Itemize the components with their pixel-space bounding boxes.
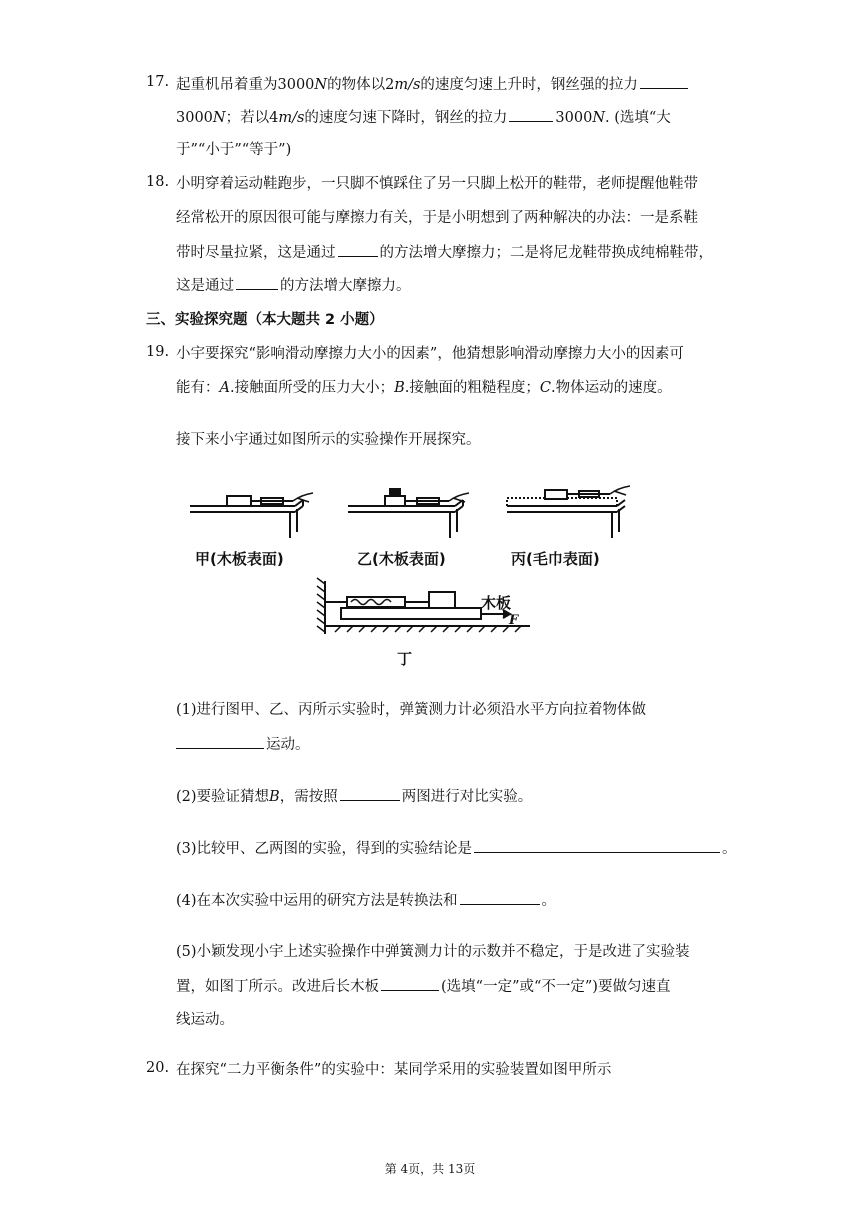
answer-blank[interactable] bbox=[236, 275, 278, 290]
q17-value: 2 bbox=[385, 77, 395, 93]
q19-text: .接触面的粗糙程度； bbox=[404, 380, 540, 396]
q17-unit: m/s bbox=[278, 110, 305, 126]
q19-text: (选填“一定”或“不一定”)要做匀速直 bbox=[441, 979, 671, 995]
answer-blank[interactable] bbox=[340, 786, 400, 801]
q19-sub5-line-2 bbox=[176, 976, 670, 997]
q19-option-letter: C bbox=[539, 380, 551, 396]
q18-line-1: 小明穿着运动鞋跑步，一只脚不慎踩住了另一只脚上松开的鞋带，老师提醒他鞋带 bbox=[176, 176, 698, 192]
q19-text: 运动。 bbox=[266, 737, 310, 753]
q17-line-2 bbox=[176, 107, 671, 128]
answer-blank[interactable] bbox=[381, 976, 439, 991]
q17-line-3: 于”“小于”“等于”) bbox=[176, 142, 292, 158]
q17-unit: N bbox=[592, 110, 605, 126]
q17-value: 3000 bbox=[176, 110, 213, 126]
q19-text: 。 bbox=[722, 841, 737, 857]
q19-text: (2)要验证猜想 bbox=[176, 789, 270, 805]
question-number-18: 18. bbox=[146, 174, 170, 190]
answer-blank[interactable] bbox=[509, 107, 553, 122]
figure-label-yi: 乙(木板表面) bbox=[357, 550, 446, 568]
figure-label-muban: 木板 bbox=[481, 594, 512, 612]
q19-option-letter: B bbox=[269, 789, 280, 805]
answer-blank[interactable] bbox=[460, 890, 540, 905]
question-number-17: 17. bbox=[146, 74, 170, 90]
q17-text: 的物体以 bbox=[327, 77, 386, 93]
answer-blank[interactable] bbox=[338, 242, 378, 257]
page-footer: 第 4页，共 13页 bbox=[384, 1162, 476, 1176]
q17-text: . (选填“大 bbox=[605, 110, 671, 126]
q19-text: 置，如图丁所示。改进后长木板 bbox=[176, 979, 379, 995]
q18-text: 的方法增大摩擦力。 bbox=[280, 278, 411, 294]
q18-line-2: 经常松开的原因很可能与摩擦力有关，于是小明想到了两种解决的办法：一是系鞋 bbox=[176, 210, 698, 226]
q19-sub4 bbox=[176, 890, 556, 911]
q19-line-3: 接下来小宇通过如图所示的实验操作开展探究。 bbox=[176, 432, 481, 448]
q19-sub1-line-1: (1)进行图甲、乙、丙所示实验时，弹簧测力计必须沿水平方向拉着物体做 bbox=[176, 702, 647, 718]
q18-line-3 bbox=[176, 242, 713, 263]
q18-text: 的方法增大摩擦力；二是将尼龙鞋带换成纯棉鞋带， bbox=[379, 245, 713, 261]
q19-text: .物体运动的速度。 bbox=[550, 380, 672, 396]
q19-text: (3)比较甲、乙两图的实验，得到的实验结论是 bbox=[176, 841, 473, 857]
q19-option-letter: A bbox=[219, 380, 230, 396]
table-jia-drawing bbox=[190, 493, 313, 538]
table-bing-drawing bbox=[507, 486, 630, 538]
question-number-20: 20. bbox=[146, 1060, 170, 1076]
q17-unit: m/s bbox=[394, 77, 421, 93]
q17-text: 起重机吊着重为 bbox=[176, 77, 278, 93]
q19-text: (4)在本次实验中运用的研究方法是转换法和 bbox=[176, 893, 458, 909]
q17-line-1 bbox=[176, 74, 690, 95]
figure-label-force: F bbox=[509, 613, 519, 628]
q19-sub5-line-1: (5)小颖发现小宇上述实验操作中弹簧测力计的示数并不稳定，于是改进了实验装 bbox=[176, 944, 690, 960]
q19-text: .接触面所受的压力大小； bbox=[229, 380, 395, 396]
q19-text: 两图进行对比实验。 bbox=[401, 789, 533, 805]
q17-value: 3000 bbox=[277, 77, 315, 93]
q17-text: 的速度匀速下降时，钢丝的拉力 bbox=[304, 110, 508, 126]
q19-sub3 bbox=[176, 838, 737, 859]
table-yi-drawing bbox=[348, 489, 469, 538]
q19-text: 能有： bbox=[176, 380, 220, 396]
q19-sub1-line-2 bbox=[176, 734, 310, 755]
figure-label-ding: 丁 bbox=[397, 650, 413, 668]
q17-unit: N bbox=[212, 110, 226, 126]
q19-sub5-line-3: 线运动。 bbox=[176, 1012, 234, 1028]
q18-line-4 bbox=[176, 275, 411, 296]
question-number-19: 19. bbox=[146, 344, 170, 360]
q17-unit: N bbox=[314, 77, 328, 93]
q19-line-1: 小宇要探究“影响滑动摩擦力大小的因素”，他猜想影响滑动摩擦力大小的因素可 bbox=[176, 346, 684, 362]
q17-value: 4 bbox=[269, 110, 279, 126]
section-heading: 三、实验探究题（本大题共 2 小题） bbox=[146, 312, 384, 328]
q19-option-letter: B bbox=[394, 380, 405, 396]
q19-sub2 bbox=[176, 786, 532, 807]
experiment-figure bbox=[185, 476, 665, 676]
answer-blank[interactable] bbox=[474, 838, 720, 853]
q17-value: 3000 bbox=[555, 110, 593, 126]
q19-line-2 bbox=[176, 378, 672, 398]
q18-text: 这是通过 bbox=[176, 278, 234, 294]
q17-text: 的速度匀速上升时，钢丝强的拉力 bbox=[420, 77, 638, 93]
q18-text: 带时尽量拉紧，这是通过 bbox=[176, 245, 336, 261]
answer-blank[interactable] bbox=[176, 734, 264, 749]
q17-text: ；若以 bbox=[225, 110, 270, 126]
answer-blank[interactable] bbox=[640, 74, 688, 89]
q19-text: ，需按照 bbox=[279, 789, 338, 805]
q20-line-1: 在探究“二力平衡条件”的实验中：某同学采用的实验装置如图甲所示 bbox=[176, 1062, 612, 1078]
figure-label-bing: 丙(毛巾表面) bbox=[511, 550, 600, 568]
figure-label-jia: 甲(木板表面) bbox=[195, 550, 284, 568]
q19-text: 。 bbox=[541, 893, 557, 909]
